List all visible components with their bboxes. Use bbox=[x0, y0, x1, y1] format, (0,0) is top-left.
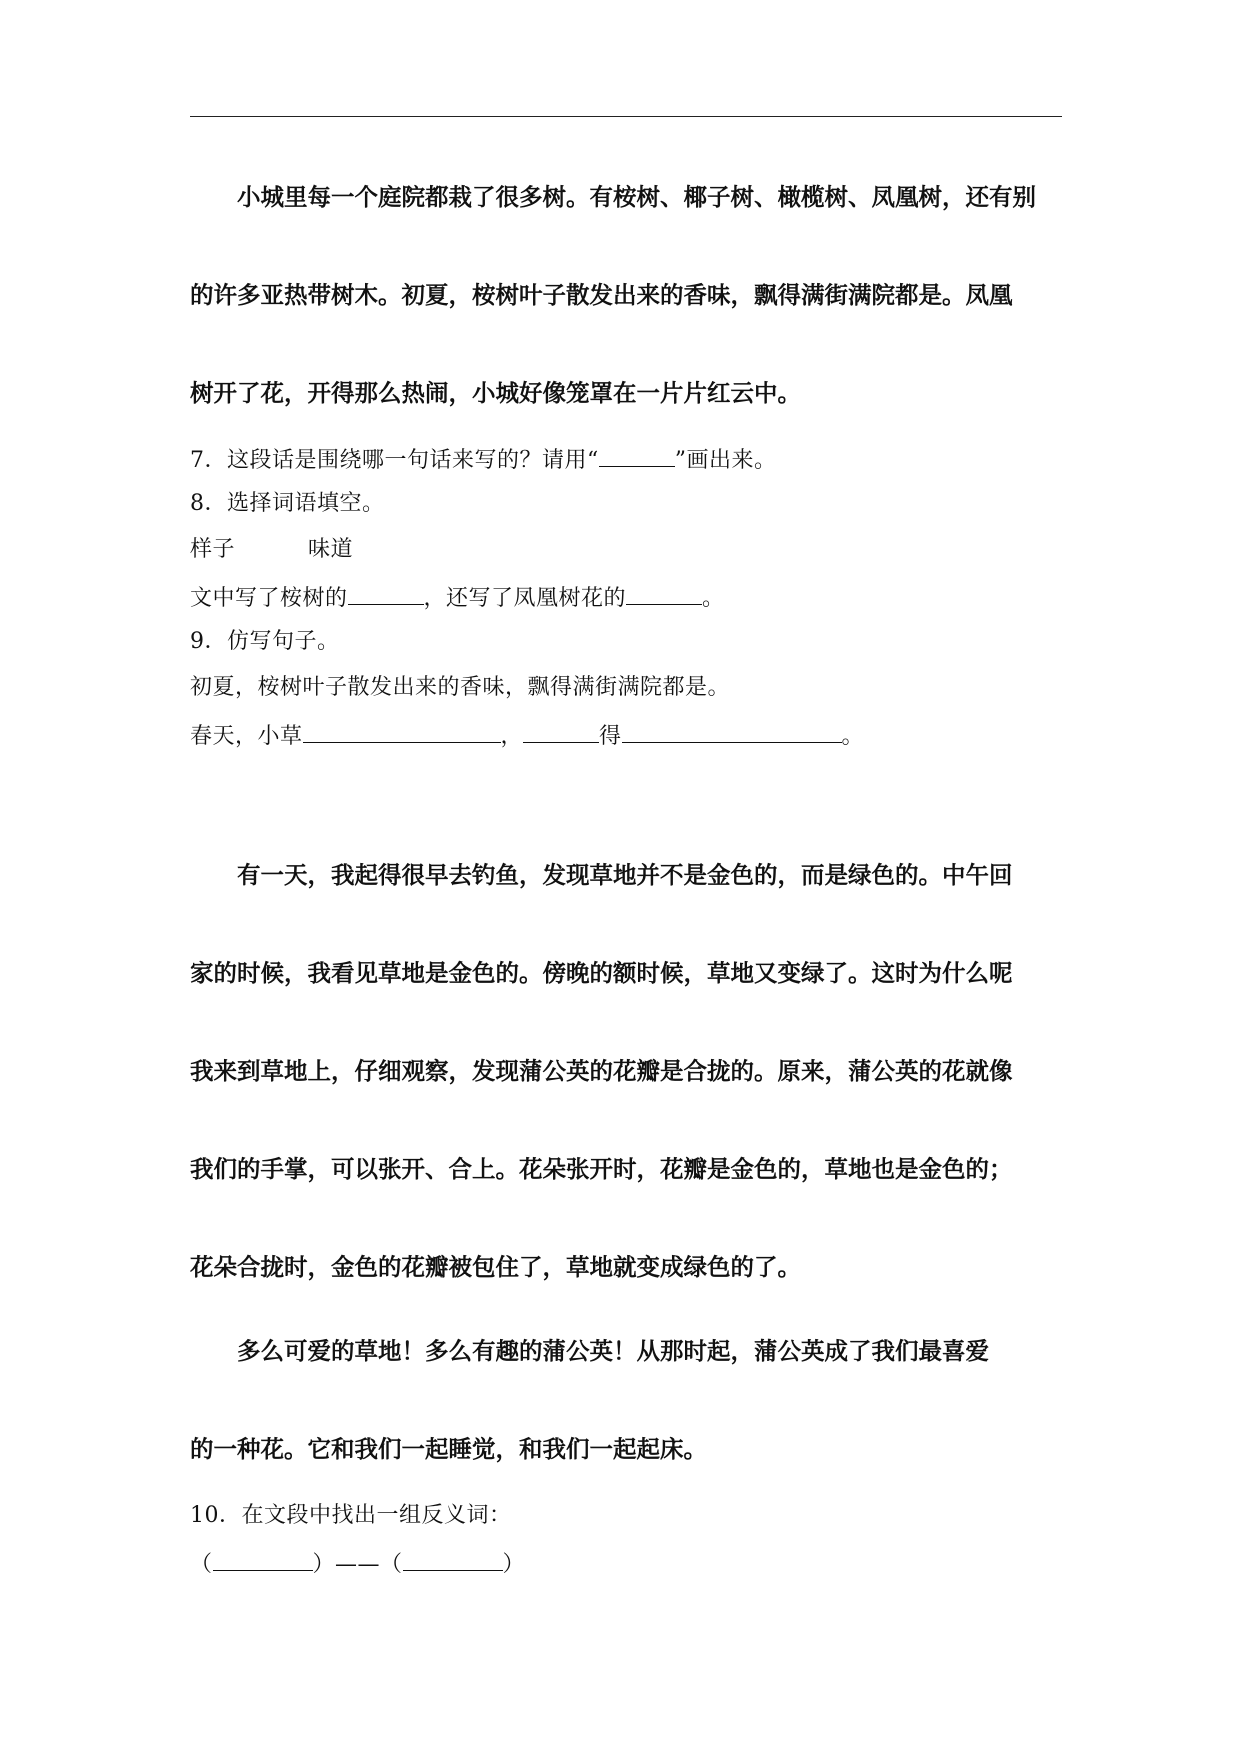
question-8-prompt: 8．选择词语填空。 bbox=[190, 491, 385, 516]
passage1-line-1: 小城里每一个庭院都栽了很多树。有桉树、椰子树、橄榄树、凤凰树，还有别 bbox=[190, 183, 1036, 211]
passage2-line-2: 家的时候，我看见草地是金色的。傍晚的额时候，草地又变绿了。这时为什么呢 bbox=[190, 959, 1013, 987]
question-9-blank-2[interactable] bbox=[523, 720, 599, 743]
question-9-blank-3[interactable] bbox=[622, 720, 842, 743]
question-10-blank-2[interactable] bbox=[403, 1548, 503, 1571]
question-7-text-before: 7．这段话是围绕哪一句话来写的？请用“ bbox=[190, 448, 599, 473]
question-10-prompt: 10．在文段中找出一组反义词： bbox=[190, 1503, 512, 1528]
option-yangzi: 样子 bbox=[190, 537, 236, 562]
question-9-part2: ， bbox=[500, 724, 524, 749]
question-9-part3: 得 bbox=[599, 724, 622, 749]
question-9-blank-1[interactable] bbox=[303, 720, 501, 743]
question-9-part1: 春天，小草 bbox=[190, 724, 303, 749]
question-8-sentence-part2: ，还写了凤凰树花的 bbox=[423, 586, 627, 611]
question-8-blank-1[interactable] bbox=[348, 582, 424, 605]
question-10-blank-1[interactable] bbox=[213, 1548, 313, 1571]
passage2-line-3: 我来到草地上，仔细观察，发现蒲公英的花瓣是合拢的。原来，蒲公英的花就像 bbox=[190, 1057, 1013, 1085]
passage1-line-3: 树开了花，开得那么热闹，小城好像笼罩在一片片红云中。 bbox=[190, 379, 801, 407]
passage2-line-1: 有一天，我起得很早去钓鱼，发现草地并不是金色的，而是绿色的。中午回 bbox=[190, 861, 1013, 889]
question-8-sentence-part1: 文中写了桉树的 bbox=[190, 586, 348, 611]
question-9-fill-sentence bbox=[190, 720, 864, 751]
question-10-close-paren-2: ） bbox=[502, 1552, 526, 1577]
question-8-sentence bbox=[190, 582, 725, 613]
question-10-antonym-pair bbox=[190, 1548, 525, 1579]
passage2-line-5: 花朵合拢时，金色的花瓣被包住了，草地就变成绿色的了。 bbox=[190, 1253, 801, 1281]
question-10-open-paren-2: （ bbox=[380, 1552, 403, 1577]
question-9-example: 初夏，桉树叶子散发出来的香味，飘得满街满院都是。 bbox=[190, 675, 731, 700]
question-7 bbox=[190, 444, 777, 475]
question-8-sentence-end: 。 bbox=[702, 586, 725, 611]
passage2-line-6: 多么可爱的草地！多么有趣的蒲公英！从那时起，蒲公英成了我们最喜爱 bbox=[190, 1337, 989, 1365]
option-weidao: 味道 bbox=[308, 537, 354, 562]
passage2-line-7: 的一种花。它和我们一起睡觉，和我们一起起床。 bbox=[190, 1435, 707, 1463]
question-7-blank[interactable] bbox=[599, 444, 675, 467]
question-10-open-paren-1: （ bbox=[190, 1552, 213, 1577]
header-rule bbox=[190, 116, 1062, 117]
question-8-blank-2[interactable] bbox=[626, 582, 702, 605]
question-10-dash: —— bbox=[335, 1552, 381, 1577]
question-7-text-after: ”画出来。 bbox=[674, 448, 777, 473]
passage1-line-2: 的许多亚热带树木。初夏，桉树叶子散发出来的香味，飘得满街满院都是。凤凰 bbox=[190, 281, 1013, 309]
passage2-line-4: 我们的手掌，可以张开、合上。花朵张开时，花瓣是金色的，草地也是金色的； bbox=[190, 1155, 1013, 1183]
question-10-close-paren-1: ） bbox=[312, 1552, 336, 1577]
question-9-prompt: 9．仿写句子。 bbox=[190, 629, 340, 654]
question-9-end: 。 bbox=[841, 724, 865, 749]
question-8-options bbox=[190, 536, 353, 564]
